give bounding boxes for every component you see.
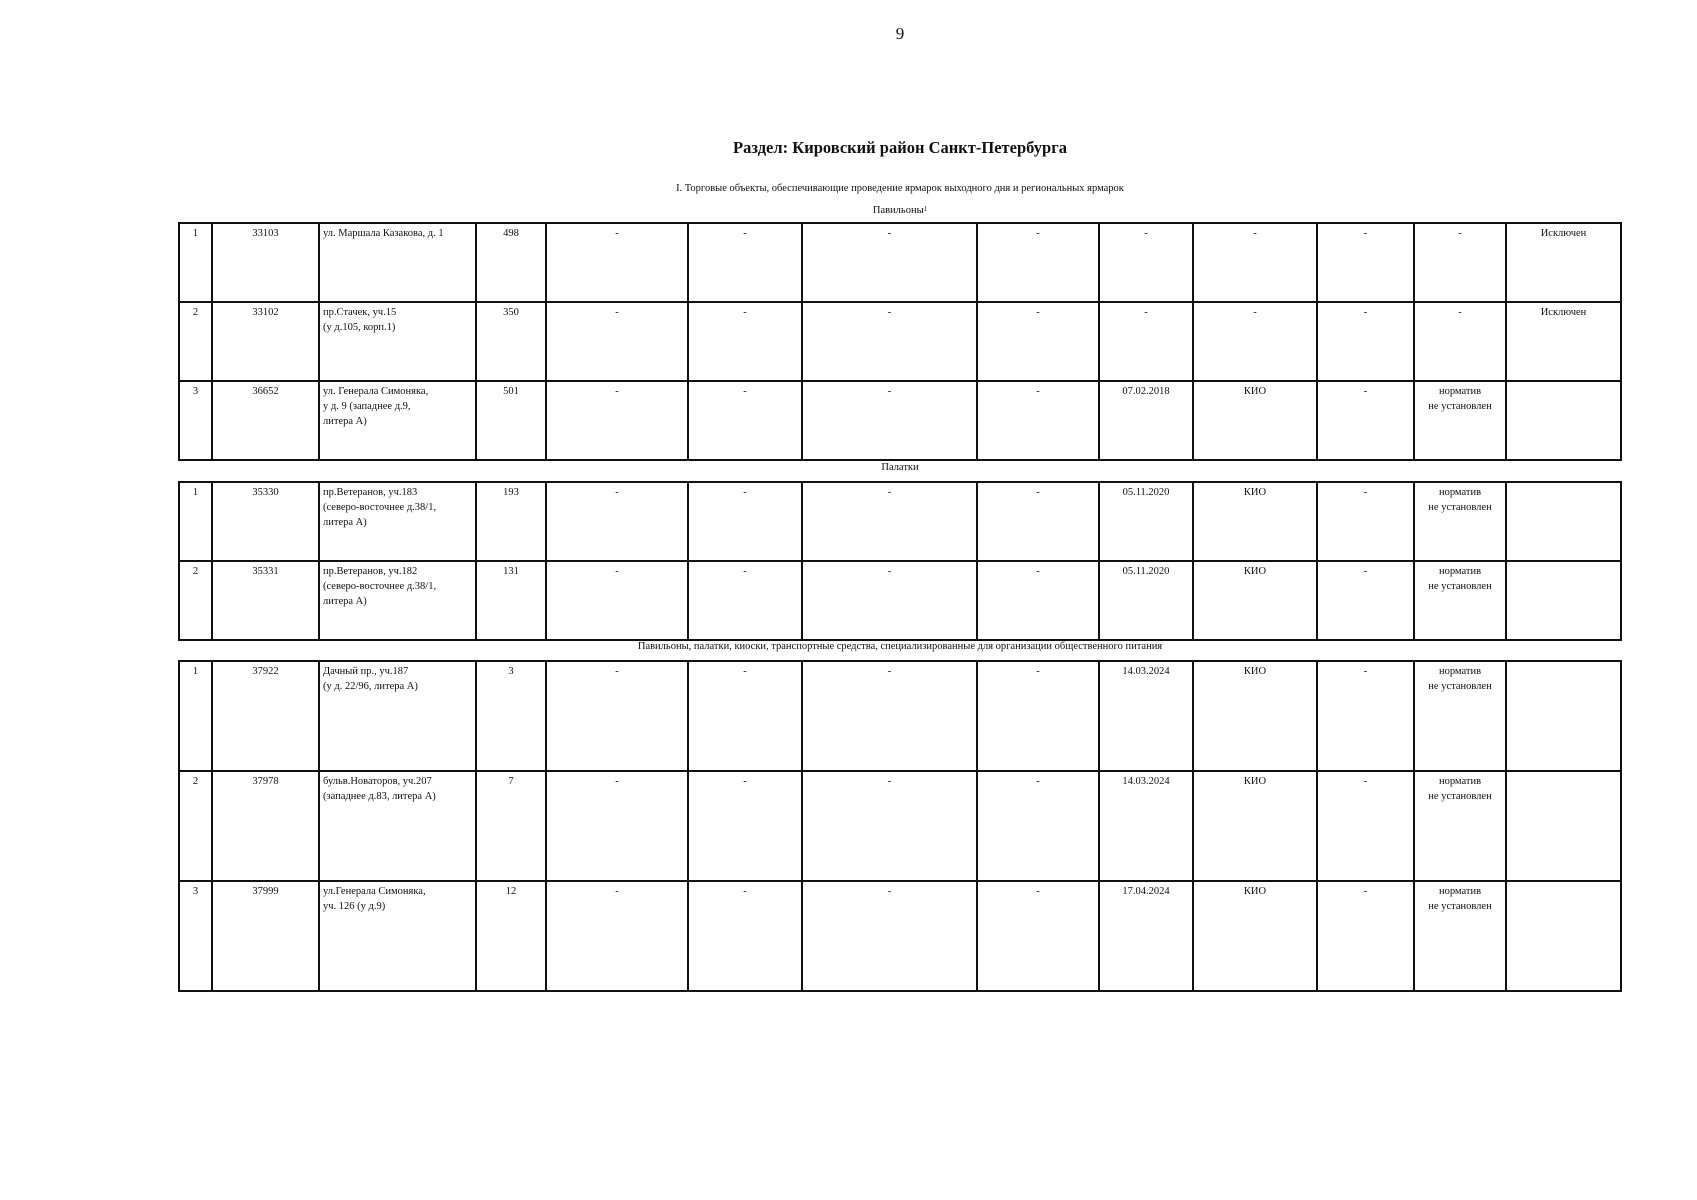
cell-col6: - [688, 661, 802, 771]
subtitle: I. Торговые объекты, обеспечивающие проведение ярмарок выходного дня и региональных ярмарок [676, 183, 1124, 194]
cell-number: 1 [179, 661, 212, 771]
cell-number: 2 [179, 302, 212, 381]
cell-col6: - [688, 771, 802, 881]
cell-quantity: 501 [476, 381, 546, 460]
cell-number: 2 [179, 561, 212, 640]
cell-col6: - [688, 561, 802, 640]
cell-object-id: 33102 [212, 302, 319, 381]
cell-col5: - [546, 661, 688, 771]
cell-note [1506, 381, 1621, 460]
cell-col11: - [1317, 661, 1414, 771]
cell-quantity: 12 [476, 881, 546, 991]
cell-date: - [1099, 302, 1193, 381]
cell-address: ул.Генерала Симоняка, уч. 126 (у д.9) [319, 881, 476, 991]
cell-date: - [1099, 223, 1193, 302]
cell-col5: - [546, 482, 688, 561]
cell-col5: - [546, 771, 688, 881]
table-row [179, 302, 1621, 381]
cell-col11: - [1317, 561, 1414, 640]
cell-col11: - [1317, 771, 1414, 881]
cell-organization: КИО [1193, 561, 1317, 640]
cell-col5: - [546, 302, 688, 381]
table-row [179, 482, 1621, 561]
cell-col7: - [802, 381, 977, 460]
cell-object-id: 37999 [212, 881, 319, 991]
group-label-catering: Павильоны, палатки, киоски, транспортные средства, специализированные для организации общественного питания [637, 641, 1163, 652]
cell-col11: - [1317, 302, 1414, 381]
cell-col7: - [802, 561, 977, 640]
cell-col11: - [1317, 881, 1414, 991]
cell-col7: - [802, 771, 977, 881]
cell-quantity: 3 [476, 661, 546, 771]
cell-quantity: 498 [476, 223, 546, 302]
cell-note [1506, 482, 1621, 561]
cell-organization: КИО [1193, 482, 1317, 561]
cell-date: 05.11.2020 [1099, 482, 1193, 561]
cell-col5: - [546, 881, 688, 991]
table-pavilions [178, 222, 1622, 461]
cell-organization: КИО [1193, 381, 1317, 460]
cell-address: пр.Ветеранов, уч.182 (северо-восточнее д.38/1, литера А) [319, 561, 476, 640]
table-row [179, 223, 1621, 302]
cell-note: Исключен [1506, 223, 1621, 302]
cell-note [1506, 561, 1621, 640]
cell-object-id: 37978 [212, 771, 319, 881]
table-row [179, 561, 1621, 640]
table-catering [178, 660, 1622, 992]
table-row [179, 881, 1621, 991]
cell-col7: - [802, 881, 977, 991]
cell-col6: - [688, 381, 802, 460]
cell-date: 05.11.2020 [1099, 561, 1193, 640]
section-title: Раздел: Кировский район Санкт-Петербурга [733, 138, 1067, 157]
table-row [179, 771, 1621, 881]
cell-date: 14.03.2024 [1099, 771, 1193, 881]
table-row [179, 381, 1621, 460]
cell-col6: - [688, 881, 802, 991]
cell-object-id: 37922 [212, 661, 319, 771]
cell-norm: норматив не установлен [1414, 881, 1506, 991]
cell-norm: норматив не установлен [1414, 381, 1506, 460]
cell-norm: норматив не установлен [1414, 482, 1506, 561]
cell-col6: - [688, 302, 802, 381]
cell-object-id: 35331 [212, 561, 319, 640]
cell-col11: - [1317, 223, 1414, 302]
cell-norm: норматив не установлен [1414, 661, 1506, 771]
cell-object-id: 35330 [212, 482, 319, 561]
cell-norm: норматив не установлен [1414, 561, 1506, 640]
cell-norm: - [1414, 223, 1506, 302]
cell-col8: - [977, 561, 1099, 640]
cell-organization: КИО [1193, 881, 1317, 991]
cell-col8: - [977, 661, 1099, 771]
table-row [179, 661, 1621, 771]
cell-col7: - [802, 661, 977, 771]
cell-norm: норматив не установлен [1414, 771, 1506, 881]
cell-col6: - [688, 482, 802, 561]
cell-col8: - [977, 771, 1099, 881]
cell-col7: - [802, 482, 977, 561]
cell-col8: - [977, 881, 1099, 991]
cell-number: 3 [179, 881, 212, 991]
cell-object-id: 33103 [212, 223, 319, 302]
cell-address: ул. Генерала Симоняка, у д. 9 (западнее д.9, литера А) [319, 381, 476, 460]
cell-note [1506, 661, 1621, 771]
cell-quantity: 193 [476, 482, 546, 561]
cell-address: пр.Ветеранов, уч.183 (северо-восточнее д.38/1, литера А) [319, 482, 476, 561]
cell-note: Исключен [1506, 302, 1621, 381]
cell-address: Дачный пр., уч.187 (у д. 22/96, литера А) [319, 661, 476, 771]
cell-col8: - [977, 381, 1099, 460]
cell-col5: - [546, 223, 688, 302]
page-number: 9 [895, 24, 905, 43]
cell-col7: - [802, 302, 977, 381]
footnote-mark: 1 [923, 205, 928, 213]
cell-quantity: 350 [476, 302, 546, 381]
cell-col11: - [1317, 381, 1414, 460]
group-label-pavilions [0, 205, 1697, 216]
cell-date: 17.04.2024 [1099, 881, 1193, 991]
cell-col7: - [802, 223, 977, 302]
cell-col8: - [977, 482, 1099, 561]
cell-quantity: 7 [476, 771, 546, 881]
cell-note [1506, 881, 1621, 991]
cell-col5: - [546, 561, 688, 640]
cell-number: 3 [179, 381, 212, 460]
cell-address: ул. Маршала Казакова, д. 1 [319, 223, 476, 302]
cell-note [1506, 771, 1621, 881]
cell-object-id: 36652 [212, 381, 319, 460]
cell-date: 14.03.2024 [1099, 661, 1193, 771]
cell-col6: - [688, 223, 802, 302]
cell-col8: - [977, 302, 1099, 381]
cell-date: 07.02.2018 [1099, 381, 1193, 460]
table-tents [178, 481, 1622, 641]
cell-address: пр.Стачек, уч.15 (у д.105, корп.1) [319, 302, 476, 381]
cell-organization: - [1193, 302, 1317, 381]
cell-col8: - [977, 223, 1099, 302]
cell-norm: - [1414, 302, 1506, 381]
cell-quantity: 131 [476, 561, 546, 640]
cell-col11: - [1317, 482, 1414, 561]
cell-number: 2 [179, 771, 212, 881]
cell-number: 1 [179, 223, 212, 302]
cell-organization: КИО [1193, 771, 1317, 881]
cell-col5: - [546, 381, 688, 460]
group-label-tents: Палатки [881, 462, 919, 473]
cell-organization: КИО [1193, 661, 1317, 771]
cell-organization: - [1193, 223, 1317, 302]
cell-address: бульв.Новаторов, уч.207 (западнее д.83, литера А) [319, 771, 476, 881]
group-label-text: Павильоны [872, 205, 924, 216]
cell-number: 1 [179, 482, 212, 561]
